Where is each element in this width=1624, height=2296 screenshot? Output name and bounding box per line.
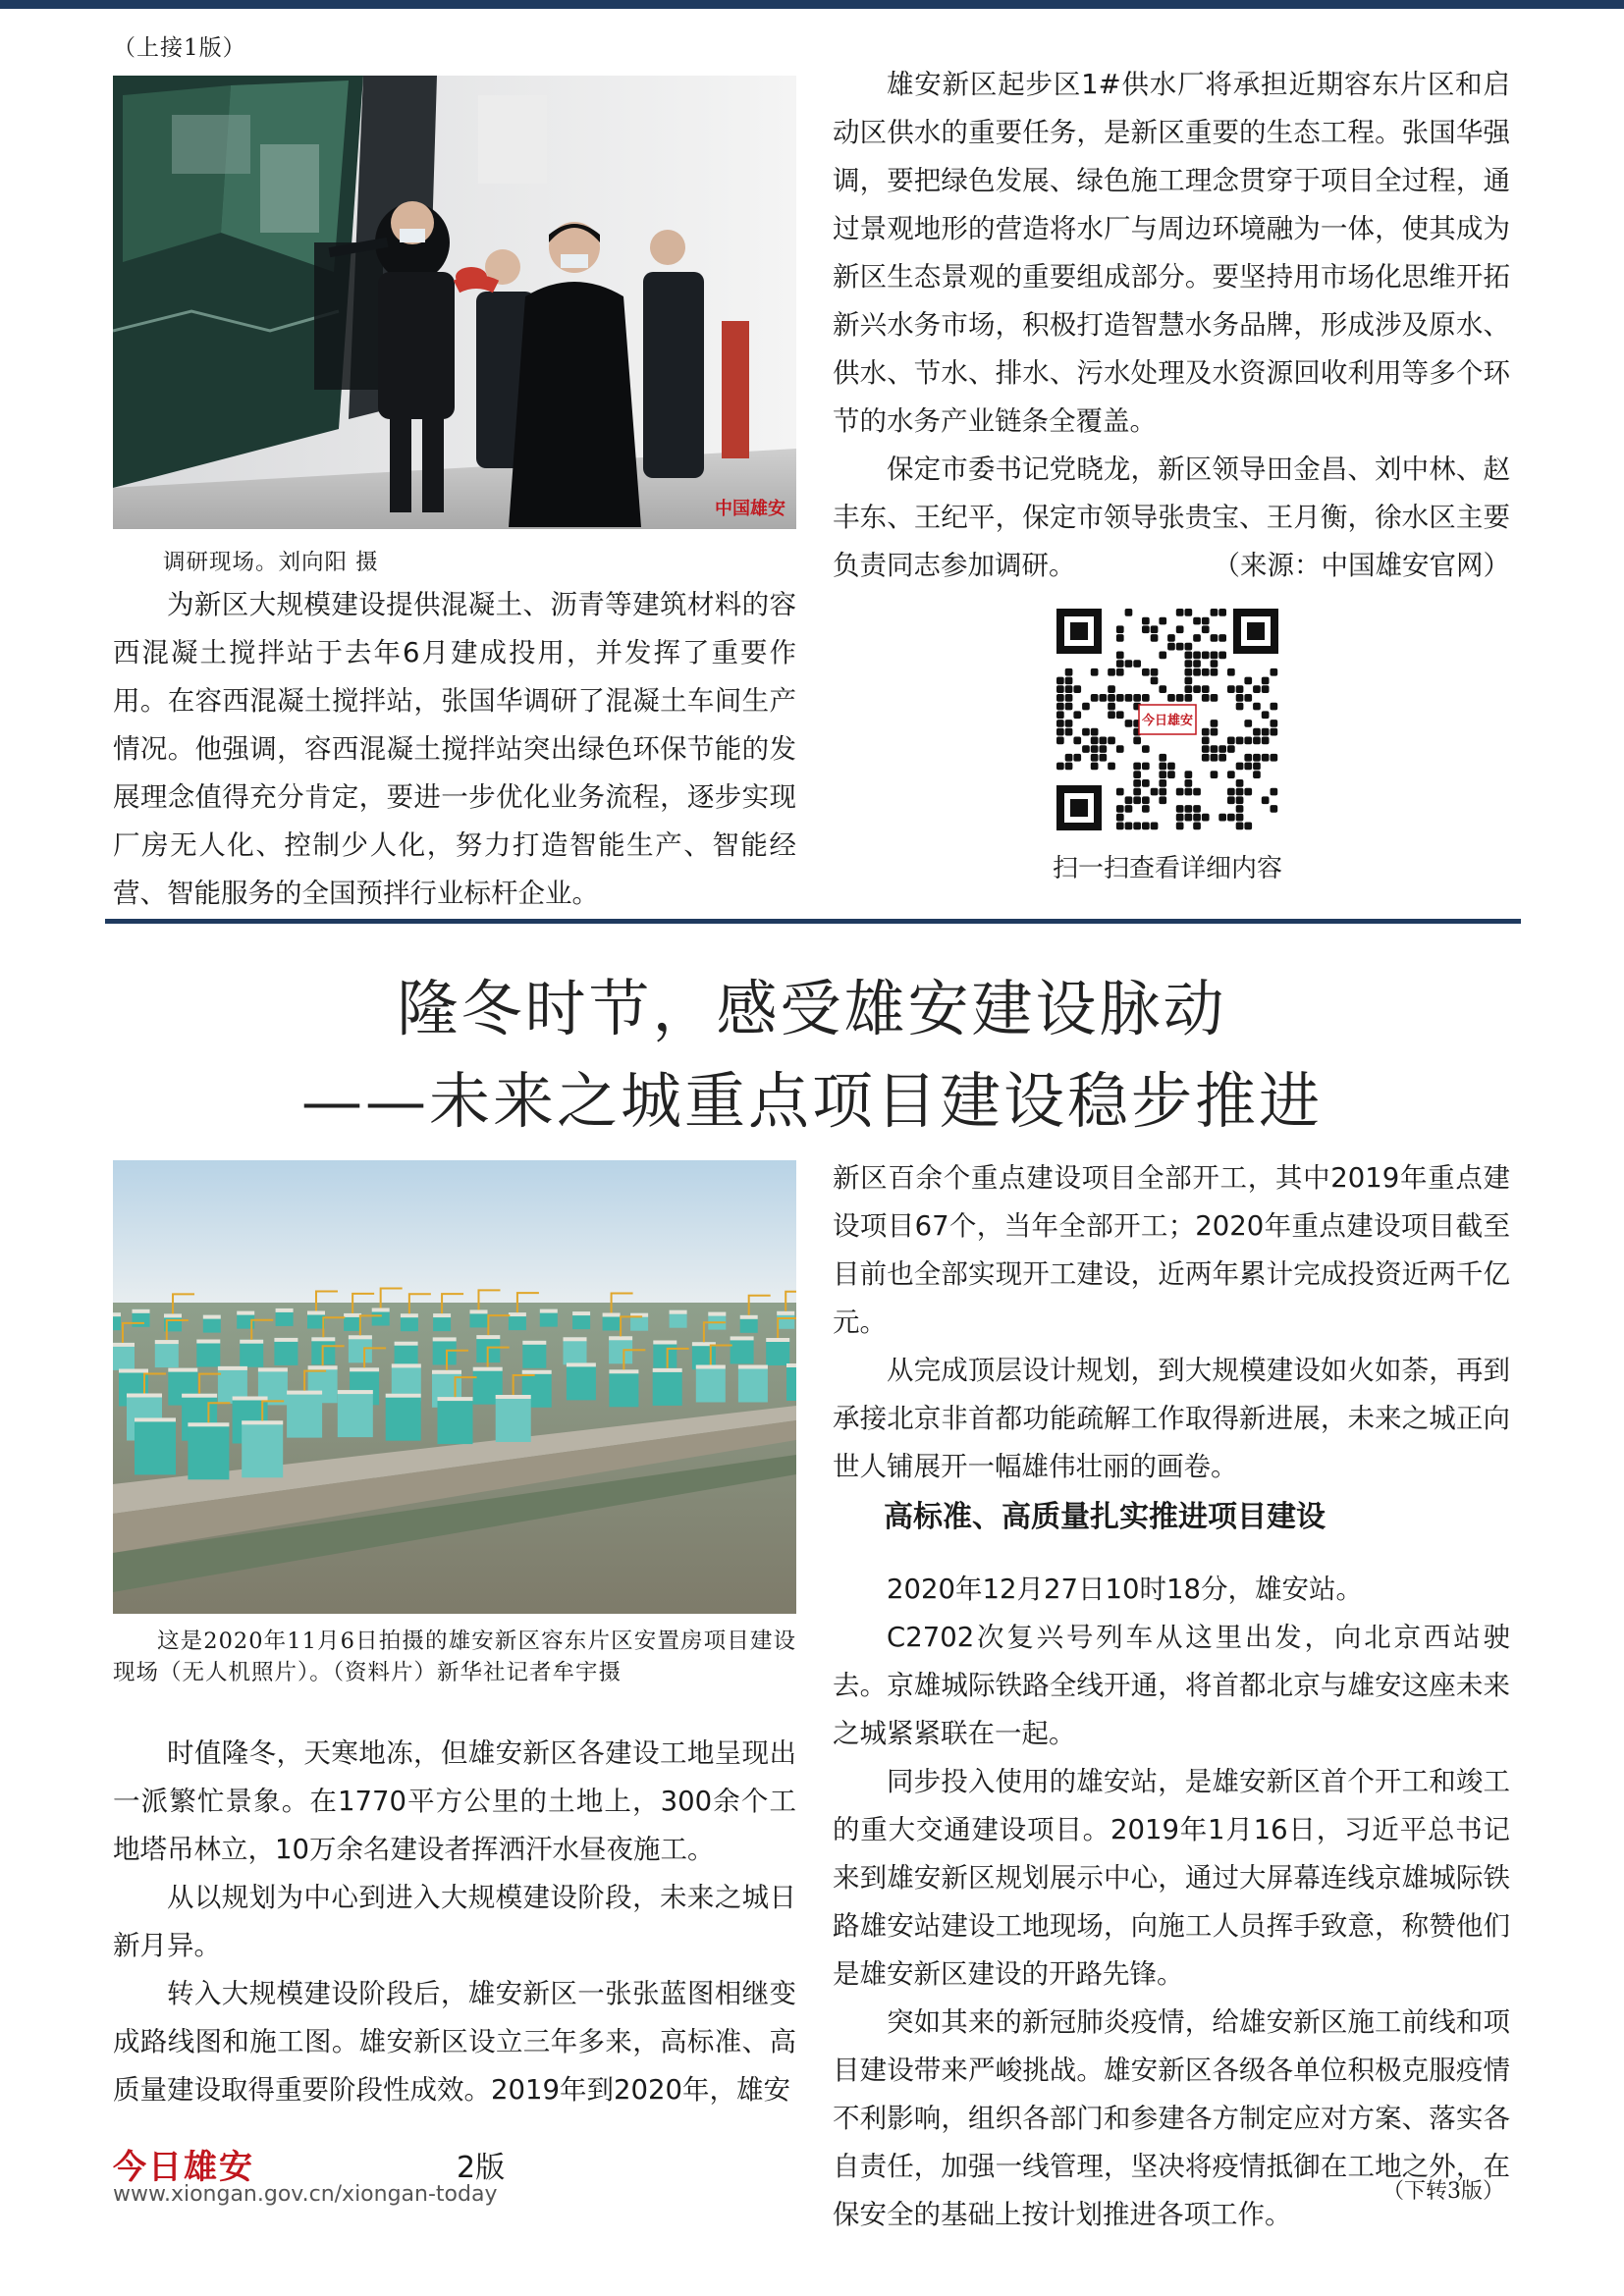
headline-title: 隆冬时节，感受雄安建设脉动 (397, 973, 1227, 1044)
article2-left-paragraph: 从以规划为中心到进入大规模建设阶段，未来之城日新月异。 (113, 1882, 796, 1961)
footer-logo: 今日雄安 (113, 2148, 254, 2187)
article2-left-paragraph: 转入大规模建设阶段后，雄安新区一张张蓝图相继变成路线图和施工图。雄安新区设立三年多来，高标准、高质量建设取得重要阶段性成效。2019年到2020年，雄安 (113, 1978, 796, 2106)
construction-photo-caption: 这是2020年11月6日拍摄的雄安新区容东片区安置房项目建设现场（无人机照片）。（资料片）新华社记者牟宇摄 (113, 1629, 796, 1685)
top-color-bar (0, 0, 1624, 9)
article1-right-text (833, 61, 1510, 590)
continued-to-label: （下转3版） (1382, 2179, 1504, 2204)
article2-right-paragraph: C2702次复兴号列车从这里出发，向北京西站驶去。京雄城际铁路全线开通，将首都北京与雄安这座未来之城紧紧联在一起。 (833, 1622, 1510, 1749)
article2-right-paragraph: 从完成顶层设计规划，到大规模建设如火如荼，再到承接北京非首都功能疏解工作取得新进展，未来之城正向世人铺展开一幅雄伟壮丽的画卷。 (833, 1355, 1510, 1482)
article2-right-paragraph: 新区百余个重点建设项目全部开工，其中2019年重点建设项目67个，当年全部开工；2020年重点建设项目截至目前也全部实现开工建设，近两年累计完成投资近两千亿元。 (833, 1162, 1510, 1338)
article1-left-text (113, 581, 796, 918)
article2-left-paragraph: 时值隆冬，天寒地冻，但雄安新区各建设工地呈现出一派繁忙景象。在1770平方公里的土地上，300余个工地塔吊林立，10万余名建设者挥洒汗水昼夜施工。 (113, 1737, 796, 1865)
article1-source: （来源：中国雄安官网） (1213, 550, 1510, 581)
photo-watermark: 中国雄安 (715, 499, 785, 519)
article2-right-paragraph: 突如其来的新冠肺炎疫情，给雄安新区施工前线和项目建设带来严峻挑战。雄安新区各级各单位积极克服疫情不利影响，组织各部门和参建各方制定应对方案、落实各自责任，加强一线管理，坚决将疫情抵御在工地之外，在保安全的基础上按计划推进各项工作。 (833, 2006, 1510, 2230)
inspection-photo (113, 76, 796, 529)
article2-right-paragraph: 同步投入使用的雄安站，是雄安新区首个开工和竣工的重大交通建设项目。2019年1月16日，习近平总书记来到雄安新区规划展示中心，通过大屏幕连线京雄城际铁路雄安站建设工地现场，向施工人员挥手致意，称赞他们是雄安新区建设的开路先锋。 (833, 1766, 1510, 1990)
footer-url[interactable]: www.xiongan.gov.cn/xiongan-today (113, 2182, 498, 2207)
article2-left-text (113, 1730, 796, 2114)
continued-from-label: （上接1版） (113, 35, 246, 61)
article1-right-paragraph-2 (833, 446, 1510, 590)
article1-left-paragraph: 为新区大规模建设提供混凝土、沥青等建筑材料的容西混凝土搅拌站于去年6月建成投用，并发挥了重要作用。在容西混凝土搅拌站，张国华调研了混凝土车间生产情况。他强调，容西混凝土搅拌站突出绿色环保节能的发展理念值得充分肯定，要进一步优化业务流程，逐步实现厂房无人化、控制少人化，努力打造智能生产、智能经营、智能服务的全国预拌行业标杆企业。 (113, 589, 796, 909)
construction-aerial-photo (113, 1160, 796, 1614)
section-heading: 高标准、高质量扎实推进项目建设 (884, 1500, 1326, 1534)
inspection-photo-caption: 调研现场。刘向阳 摄 (163, 550, 379, 575)
section-divider (105, 919, 1521, 924)
article2-right-bottom-text (833, 1566, 1510, 2239)
headline-subtitle: ——未来之城重点项目建设稳步推进 (300, 1065, 1323, 1137)
qr-center-logo: 今日雄安 (1141, 714, 1194, 728)
article1-right-paragraph-1: 雄安新区起步区1#供水厂将承担近期容东片区和启动区供水的重要任务，是新区重要的生态工程。张国华强调，要把绿色发展、绿色施工理念贯穿于项目全过程，通过景观地形的营造将水厂与周边环境融为一体，使其成为新区生态景观的重要组成部分。要坚持用市场化思维开拓新兴水务市场，积极打造智慧水务品牌，形成涉及原水、供水、节水、排水、污水处理及水资源回收利用等多个环节的水务产业链条全覆盖。 (833, 69, 1510, 437)
qr-code[interactable] (1056, 609, 1278, 830)
article1-right-paragraph-2-text: 保定市委书记党晓龙，新区领导田金昌、刘中林、赵丰东、王纪平，保定市领导张贵宝、王月衡，徐水区主要负责同志参加调研。 (833, 454, 1510, 581)
footer-page-number: 2版 (457, 2151, 506, 2185)
article2-right-top-text (833, 1154, 1510, 1491)
qr-scan-label: 扫一扫查看详细内容 (1052, 854, 1282, 883)
article2-right-paragraph: 2020年12月27日10时18分，雄安站。 (887, 1574, 1363, 1605)
